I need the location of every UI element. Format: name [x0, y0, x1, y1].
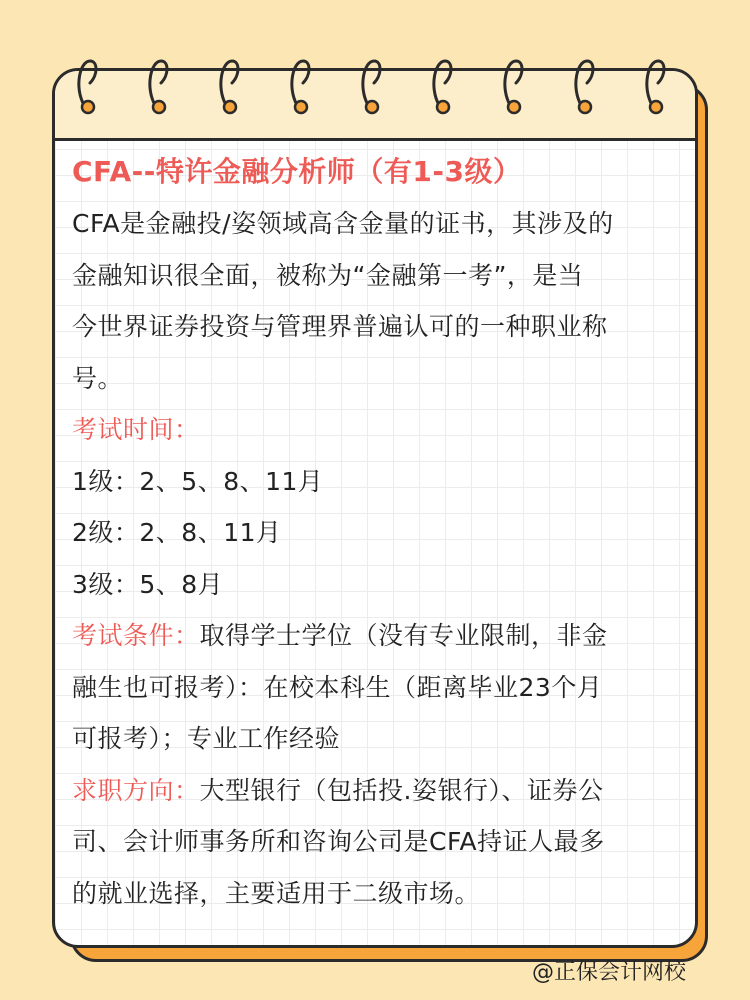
exam-level-line: 1级：2、5、8、11月 [72, 466, 324, 496]
exam-conditions-label: 考试条件： [72, 621, 200, 650]
exam-conditions-text: 取得学士学位（没有专业限制，非金 [199, 621, 608, 650]
career-label: 求职方向： [72, 775, 200, 805]
intro-line: 号。 [72, 363, 124, 393]
watermark: @正保会计网校 [531, 960, 686, 985]
exam-conditions-line: 融生也可报考）：在校本科生（距离毕业23个月 [72, 672, 603, 702]
spiral-ring-icon [431, 57, 455, 119]
exam-level-line: 3级：5、8月 [72, 569, 224, 599]
spiral-ring-icon [502, 57, 526, 119]
exam-level-line: 2级：2、8、11月 [72, 518, 282, 547]
spiral-ring-icon [573, 57, 597, 119]
exam-conditions-line: 可报考）；专业工作经验 [72, 724, 341, 753]
spiral-ring-icon [644, 57, 668, 119]
intro-line: CFA是金融投/姿领域高含金量的证书，其涉及的 [72, 209, 614, 238]
career-text: 大型银行（包括投.姿银行）、证券公 [199, 775, 604, 805]
career-line [72, 765, 672, 817]
spiral-ring-icon [360, 57, 384, 119]
career-line: 的就业选择，主要适用于二级市场。 [72, 878, 481, 908]
intro-line: 今世界证券投资与管理界普遍认可的一种职业称 [72, 312, 608, 341]
page-title: CFA--特许金融分析师（有1-3级） [72, 155, 522, 188]
intro-line: 金融知识很全面，被称为“金融第一考”，是当 [72, 260, 584, 290]
spiral-ring-icon [218, 57, 242, 119]
spiral-ring-icon [76, 57, 100, 119]
spiral-ring-icon [147, 57, 171, 119]
exam-conditions-line [72, 610, 672, 662]
exam-time-label: 考试时间： [72, 415, 200, 444]
notebook-content [72, 150, 672, 919]
career-line: 司、会计师事务所和咨询公司是CFA持证人最多 [72, 827, 605, 856]
spiral-ring-icon [289, 57, 313, 119]
